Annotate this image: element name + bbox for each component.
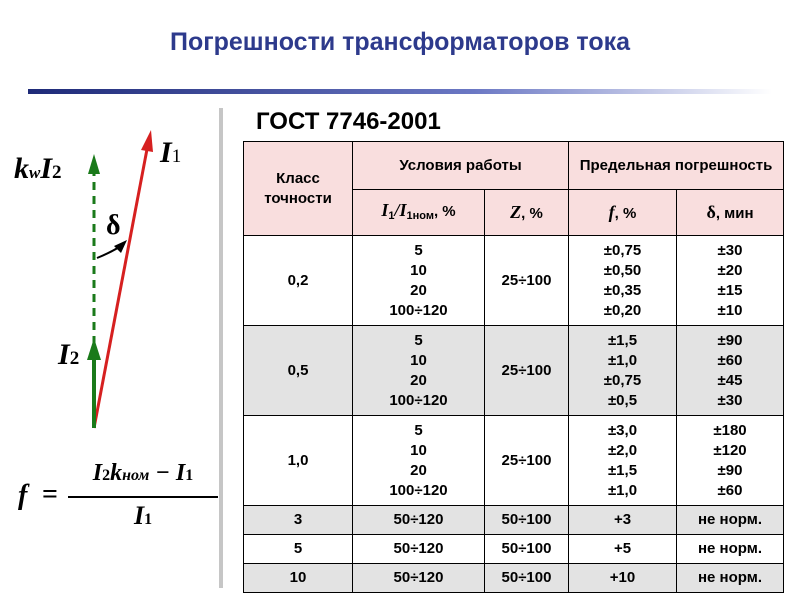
current-cell: 50÷120 xyxy=(353,564,485,593)
vector-i1-arrowhead xyxy=(141,130,153,152)
table-row xyxy=(244,535,784,564)
class-cell: 5 xyxy=(244,535,353,564)
header-load: Z, % xyxy=(485,190,569,236)
vector-kwi2-arrowhead xyxy=(88,154,100,174)
class-cell: 10 xyxy=(244,564,353,593)
angle-error-cell: не норм. xyxy=(677,564,784,593)
current-error-cell: +10 xyxy=(569,564,677,593)
header-class: Класс точности xyxy=(244,142,353,236)
class-cell: 1,0 xyxy=(244,416,353,506)
current-cell: 5 10 20 100÷120 xyxy=(353,236,485,326)
angle-error-cell: не норм. xyxy=(677,535,784,564)
class-cell: 0,5 xyxy=(244,326,353,416)
current-cell: 50÷120 xyxy=(353,506,485,535)
header-conditions: Условия работы xyxy=(353,142,569,190)
load-cell: 50÷100 xyxy=(485,506,569,535)
table-row xyxy=(244,326,784,416)
title-underline xyxy=(28,89,772,94)
header-limit: Предельная погрешность xyxy=(569,142,784,190)
standard-label: ГОСТ 7746-2001 xyxy=(256,108,441,135)
label-kwi2: kwI2 xyxy=(14,152,62,185)
current-cell: 5 10 20 100÷120 xyxy=(353,326,485,416)
table-row xyxy=(244,416,784,506)
accuracy-table xyxy=(243,141,784,593)
header-angle-error: δ, мин xyxy=(677,190,784,236)
formula-lhs: f xyxy=(18,480,28,511)
current-cell: 50÷120 xyxy=(353,535,485,564)
vertical-divider xyxy=(219,108,223,588)
class-cell: 0,2 xyxy=(244,236,353,326)
slide-title: Погрешности трансформаторов тока xyxy=(169,28,631,56)
load-cell: 50÷100 xyxy=(485,564,569,593)
vector-i1-line xyxy=(94,144,148,428)
load-cell: 25÷100 xyxy=(485,416,569,506)
load-cell: 25÷100 xyxy=(485,236,569,326)
current-error-cell: ±3,0 ±2,0 ±1,5 ±1,0 xyxy=(569,416,677,506)
load-cell: 25÷100 xyxy=(485,326,569,416)
load-cell: 50÷100 xyxy=(485,535,569,564)
label-i1: I1 xyxy=(160,136,182,169)
current-error-cell: +3 xyxy=(569,506,677,535)
formula-denominator: I1 xyxy=(133,501,153,530)
vector-i2-arrowhead xyxy=(87,338,101,360)
current-cell: 5 10 20 100÷120 xyxy=(353,416,485,506)
label-delta: δ xyxy=(106,210,121,241)
label-i2: I2 xyxy=(58,338,80,371)
angle-error-cell: ±90 ±60 ±45 ±30 xyxy=(677,326,784,416)
current-error-cell: ±1,5 ±1,0 ±0,75 ±0,5 xyxy=(569,326,677,416)
formula-equals: = xyxy=(42,479,58,510)
angle-error-cell: не норм. xyxy=(677,506,784,535)
table-row xyxy=(244,564,784,593)
error-formula xyxy=(18,455,218,535)
angle-error-cell: ±180 ±120 ±90 ±60 xyxy=(677,416,784,506)
formula-numerator: I2kном − I1 xyxy=(92,460,194,486)
current-error-cell: ±0,75 ±0,50 ±0,35 ±0,20 xyxy=(569,236,677,326)
header-current-ratio: $I_1/I_{1ном}$, % xyxy=(353,190,485,236)
table-row xyxy=(244,236,784,326)
current-error-cell: +5 xyxy=(569,535,677,564)
angle-error-cell: ±30 ±20 ±15 ±10 xyxy=(677,236,784,326)
header-current-error: f, % xyxy=(569,190,677,236)
formula-fraction-bar xyxy=(68,496,218,498)
table-row xyxy=(244,506,784,535)
class-cell: 3 xyxy=(244,506,353,535)
